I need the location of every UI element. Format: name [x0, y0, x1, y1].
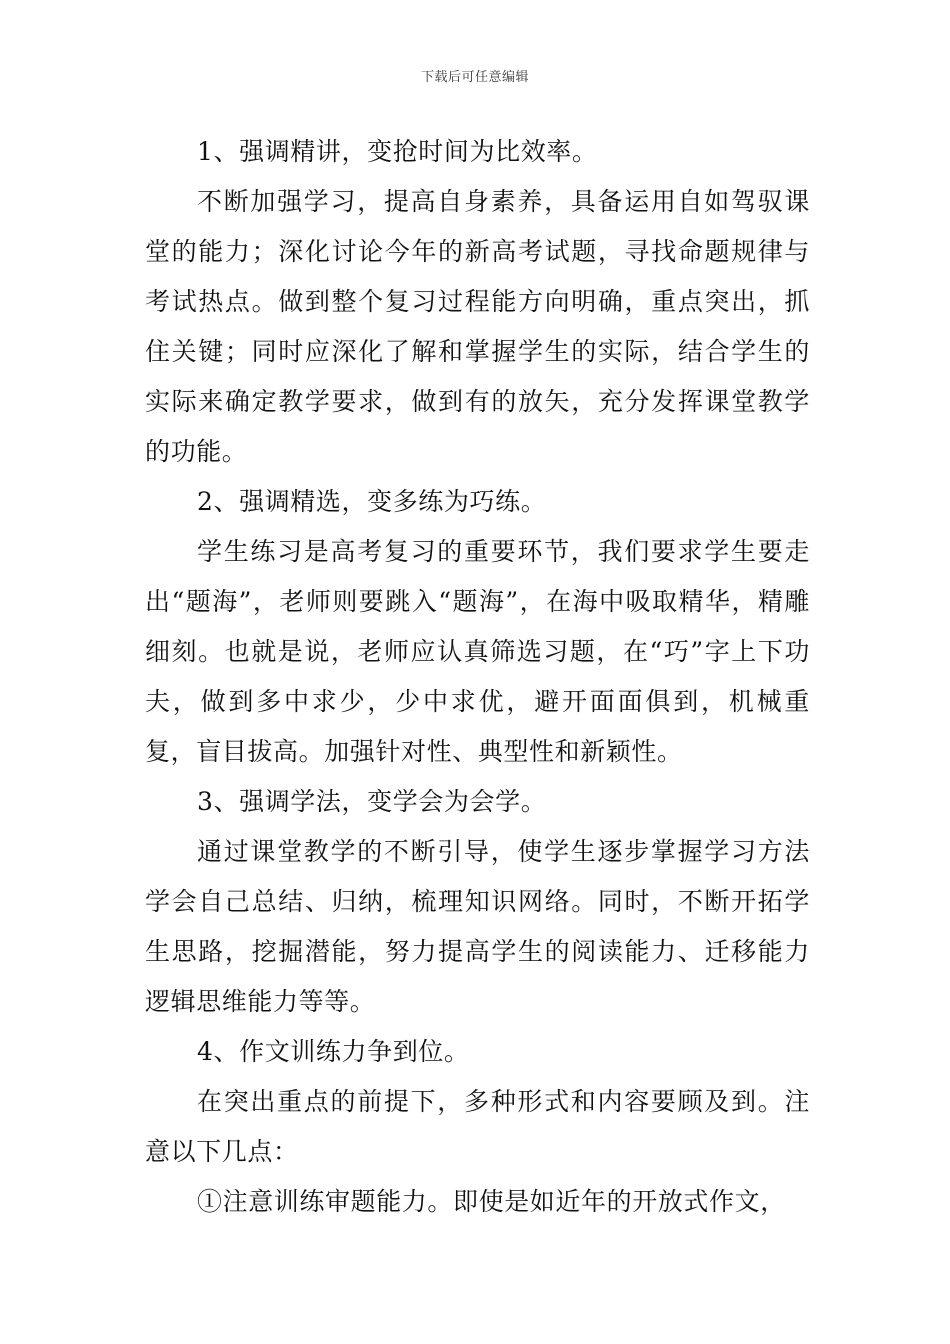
page-header: 下载后可任意编辑 [420, 70, 529, 85]
paragraph-7: 4、作文训练力争到位。 [197, 1037, 470, 1066]
paragraph-5: 3、强调学法，变学会为会学。 [197, 787, 547, 816]
paragraph-9: ①注意训练审题能力。即使是如近年的开放式作文， [197, 1187, 786, 1216]
paragraph-1: 1、强调精讲，变抢时间为比效率。 [197, 137, 598, 166]
paragraph-3: 2、强调精选，变多练为巧练。 [197, 487, 547, 516]
paragraph-4: 学生练习是高考复习的重要环节，我们要求学生要走出“题海”，老师则要跳入“题海”，在海中吸取精华，精雕细刻。也就是说，老师应认真筛选习题，在“巧”字上下功夫，做到多中求少，少中求优，避开面面俱到，机械重复，盲目拔高。加强针对性、典型性和新颖性。 [145, 537, 810, 766]
paragraph-2: 不断加强学习，提高自身素养，具备运用自如驾驭课堂的能力；深化讨论今年的新高考试题，寻找命题规律与考试热点。做到整个复习过程能方向明确，重点突出，抓住关键；同时应深化了解和掌握学生的实际，结合学生的实际来确定教学要求，做到有的放矢，充分发挥课堂教学的功能。 [145, 187, 810, 466]
paragraph-8: 在突出重点的前提下，多种形式和内容要顾及到。注意以下几点： [145, 1087, 810, 1166]
document-body [145, 127, 810, 1227]
paragraph-6: 通过课堂教学的不断引导，使学生逐步掌握学习方法学会自己总结、归纳，梳理知识网络。同时，不断开拓学生思路，挖掘潜能，努力提高学生的阅读能力、迁移能力逻辑思维能力等等。 [145, 837, 810, 1016]
